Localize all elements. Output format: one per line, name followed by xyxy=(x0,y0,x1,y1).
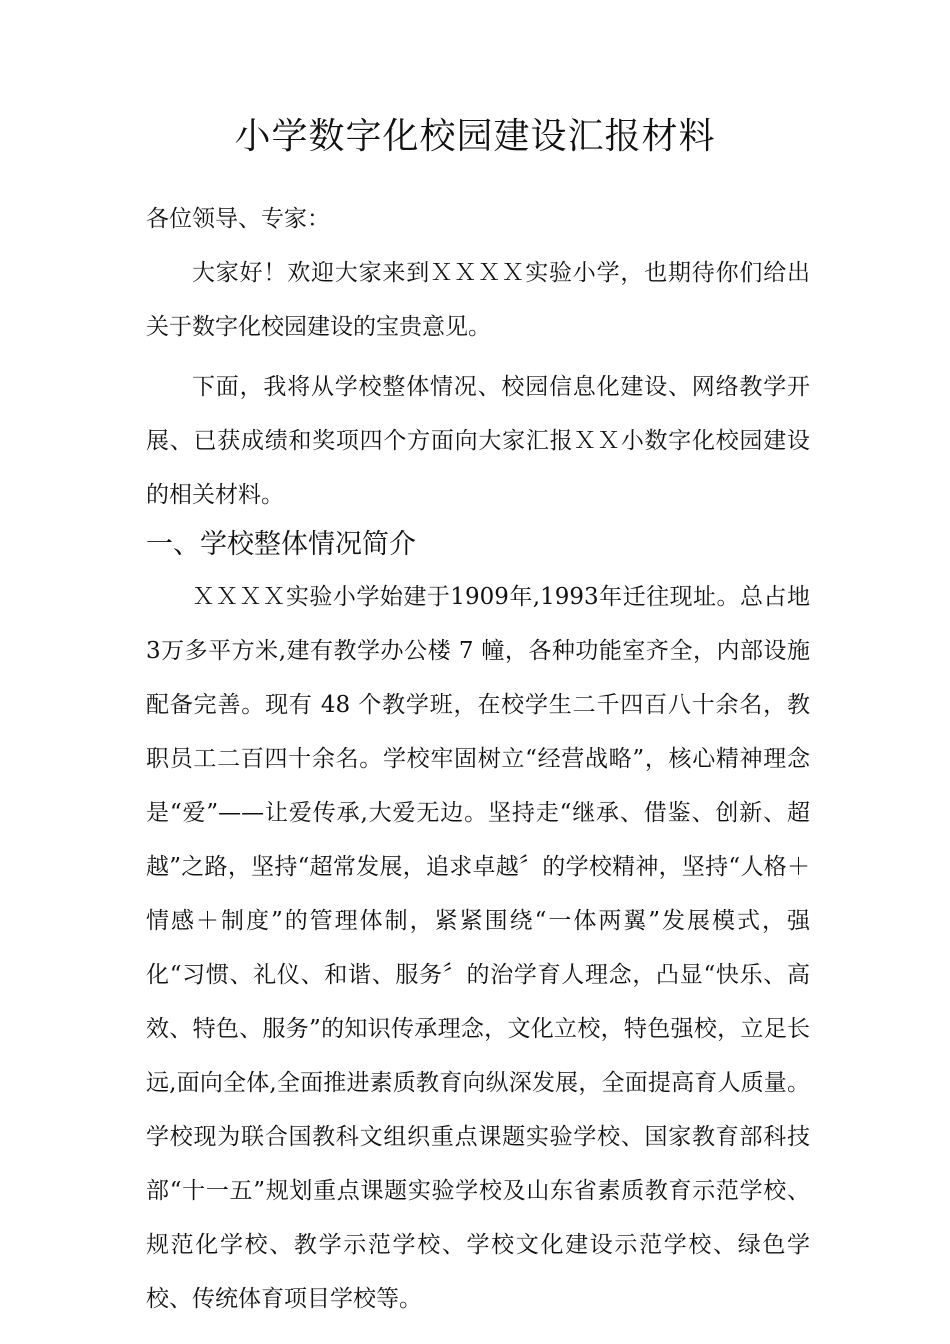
salutation: 各位领导、专家： xyxy=(146,206,330,232)
document-title: 小学数字化校园建设汇报材料 xyxy=(234,116,716,157)
paragraph-outline: 下面，我将从学校整体情况、校园信息化建设、网络教学开展、已获成绩和奖项四个方面向大家汇报ＸＸ小数字化校园建设的相关材料。 xyxy=(146,374,810,508)
paragraph-greeting: 大家好！欢迎大家来到ＸＸＸＸ实验小学，也期待你们给出关于数字化校园建设的宝贵意见。 xyxy=(146,260,810,340)
section-heading: 一、学校整体情况简介 xyxy=(146,529,416,560)
paragraph-school-overview: ＸＸＸＸ实验小学始建于1909年,1993年迁往现址。总占地3万多平方米,建有教学办公楼 7 幢，各种功能室齐全，内部设施配备完善。现有 48 个教学班，在校学生二千四百八十余名，教职员工二百四十余名。学校牢固树立“经营战略”，核心精神理念是“爱”——让爱传承,大爱无边。坚持走“继承、借鉴、创新、超越”之路，坚持“超常发展，追求卓越〞的学校精神，坚持“人格＋情感＋制度”的管理体制，紧紧围绕“一体两翼”发展模式，强化“习惯、礼仪、和谐、服务〞的治学育人理念，凸显“快乐、高效、特色、服务”的知识传承理念，文化立校，特色强校，立足长远,面向全体,全面推进素质教育向纵深发展，全面提高育人质量。学校现为联合国教科文组织重点课题实验学校、国家教育部科技部“十一五”规划重点课题实验学校及山东省素质教育示范学校、规范化学校、教学示范学校、学校文化建设示范学校、绿色学校、传统体育项目学校等。 xyxy=(146,584,810,1312)
